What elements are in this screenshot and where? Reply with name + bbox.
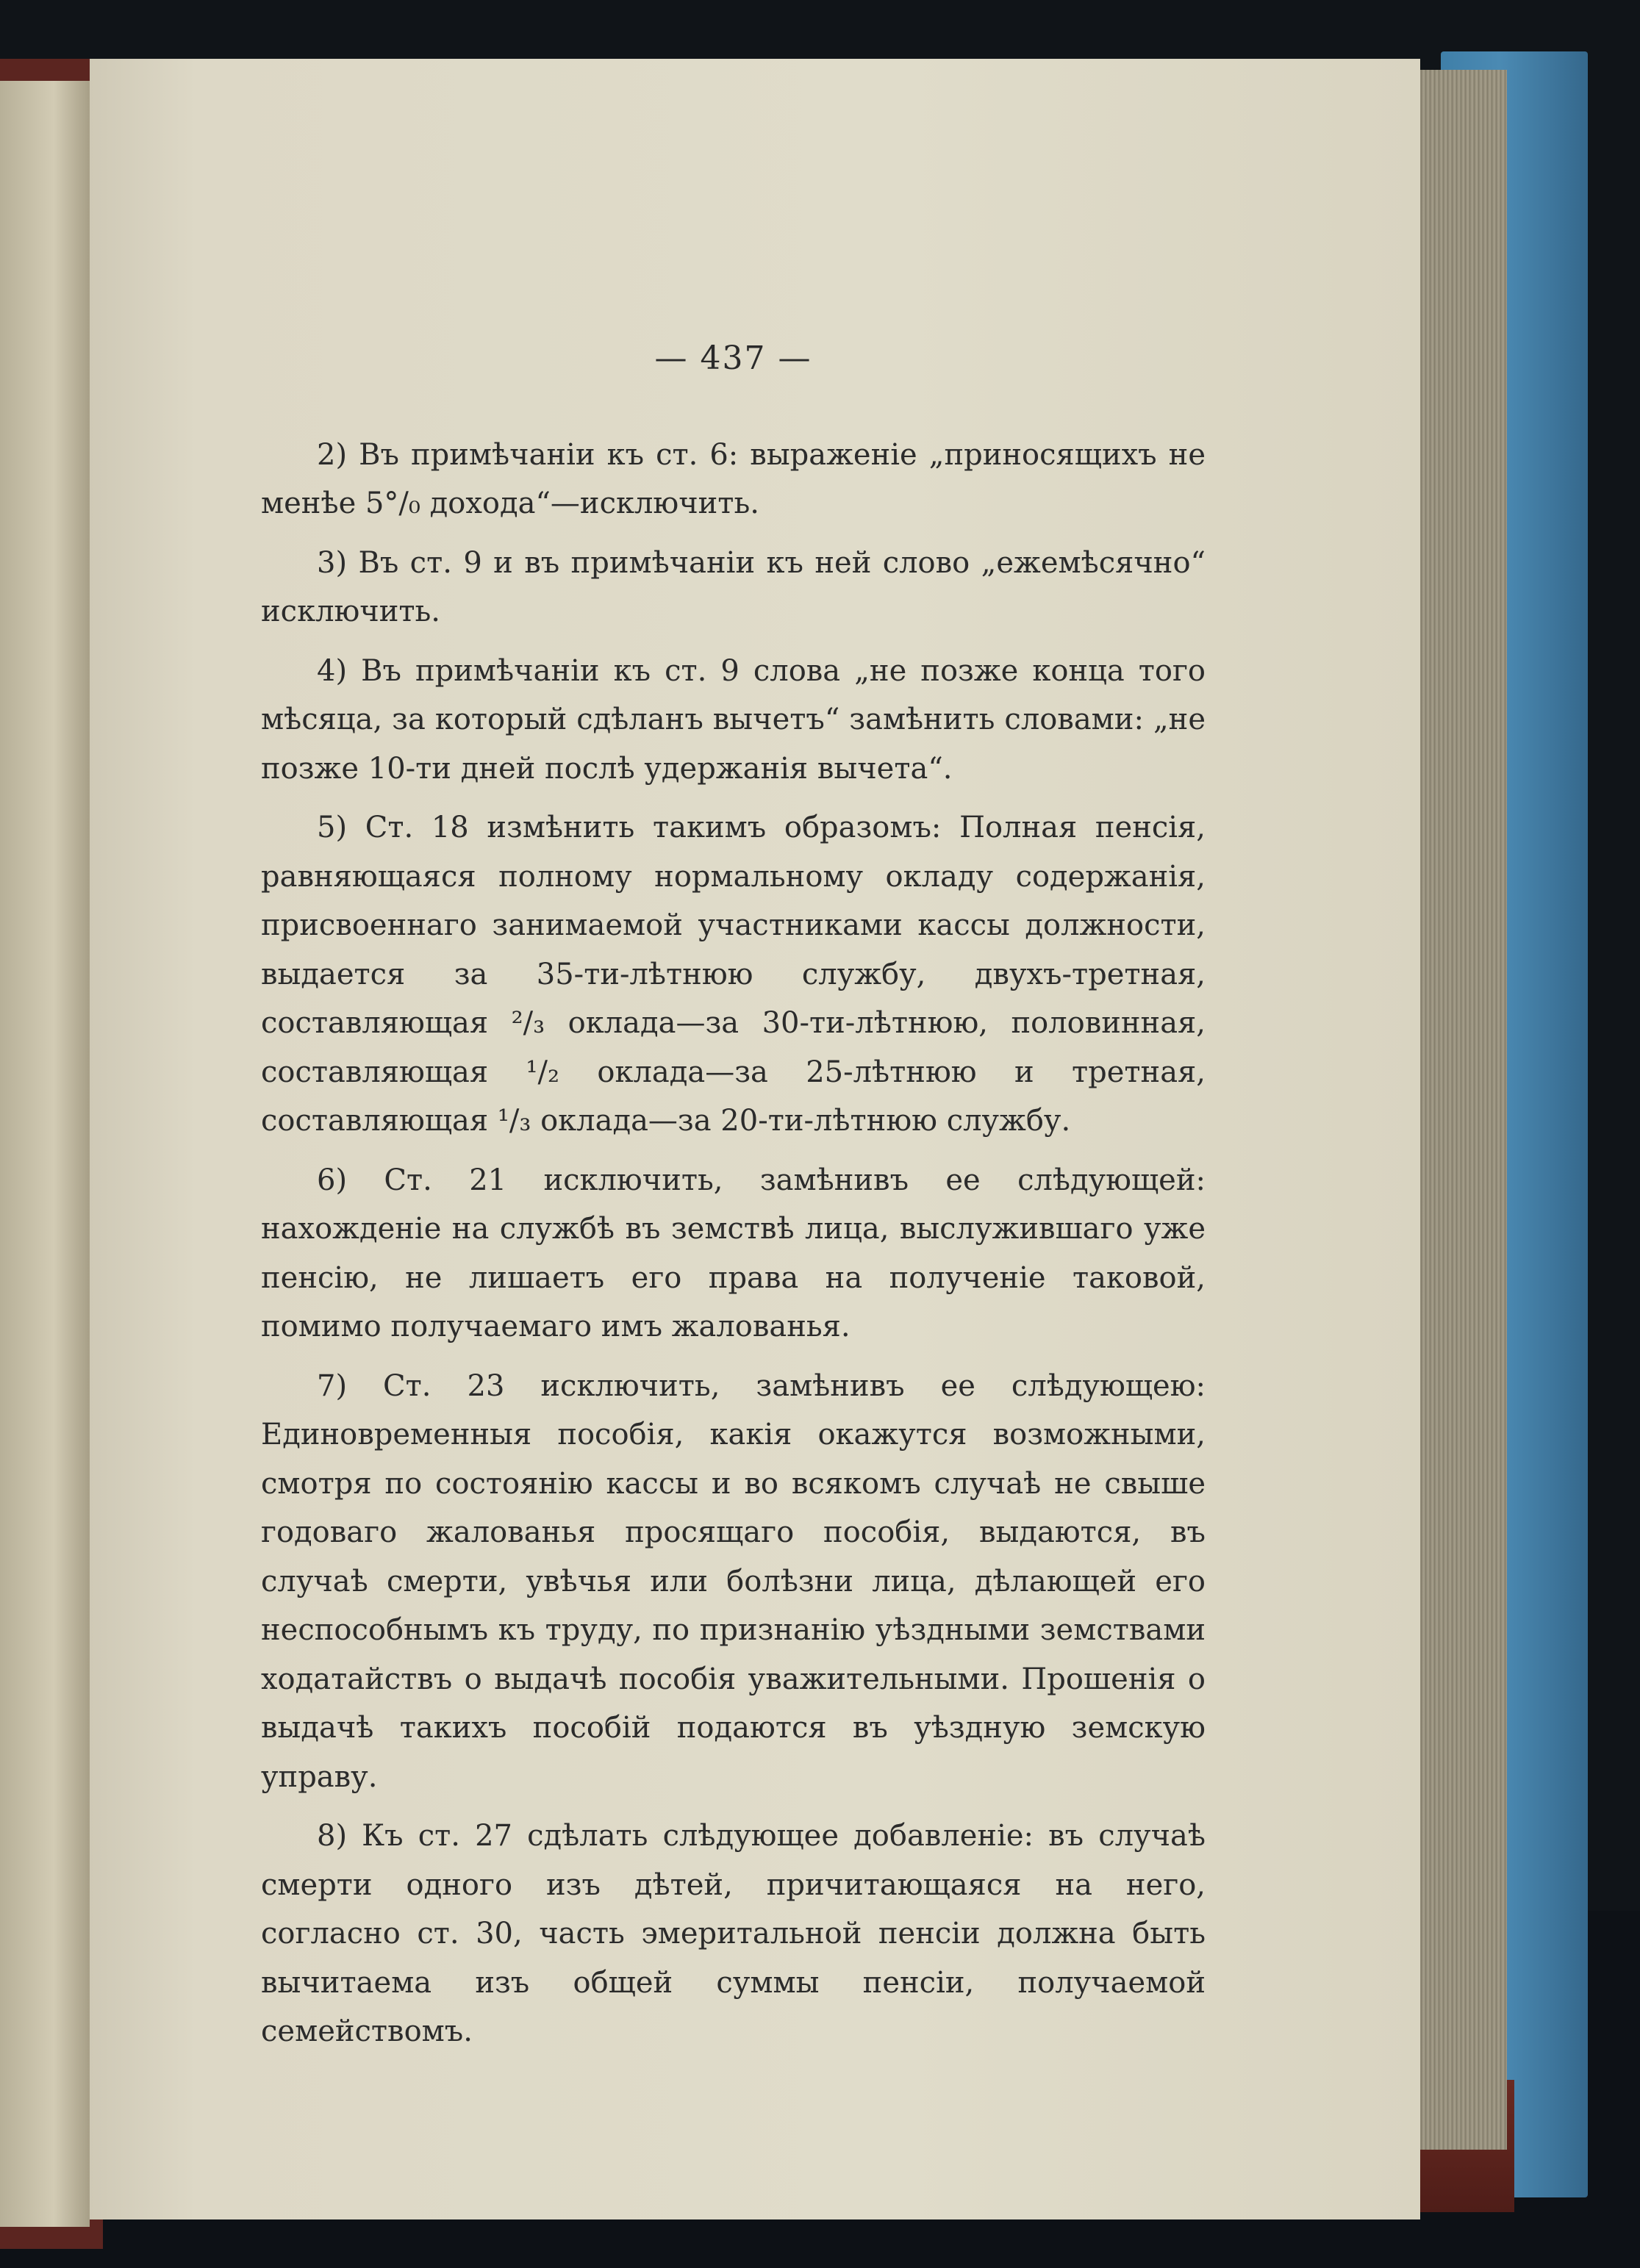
page-content <box>261 334 1206 2067</box>
paragraph-2: 2) Въ примѣчаніи къ ст. 6: выраженіе „приносящихъ не менѣе 5°/₀ дохода“—исключить. <box>261 437 1206 520</box>
paragraph-6: 6) Ст. 21 исключить, замѣнивъ ее слѣдующей: нахожденіе на службѣ въ земствѣ лица, выслужившаго уже пенсію, не лишаетъ его права на полученіе таковой, помимо получаемаго имъ жалованья. <box>261 1163 1206 1343</box>
paragraph-5: 5) Ст. 18 измѣнить такимъ образомъ: Полная пенсія, равняющаяся полному нормальному окладу содержанія, присвоеннаго занимаемой участниками кассы должности, выдается за 35-ти-лѣтнюю службу, двухъ-третная, составляющая ²/₃ оклада—за 30-ти-лѣтнюю, половинная, составляющая ¹/₂ оклада—за 25-лѣтнюю и третная, составляющая ¹/₃ оклада—за 20-ти-лѣтнюю службу. <box>261 811 1206 1138</box>
paragraph-3: 3) Въ ст. 9 и въ примѣчаніи къ ней слово „ежемѣсячно“ исключить. <box>261 545 1206 628</box>
paragraph-7: 7) Ст. 23 исключить, замѣнивъ ее слѣдующею: Единовременныя пособія, какія окажутся возможными, смотря по состоянію кассы и во всякомъ случаѣ не свыше годоваго жалованья просящаго пособія, выдаются, въ случаѣ смерти, увѣчья или болѣзни лица, дѣлающей его неспособнымъ къ труду, по признанію уѣздными земствами ходатайствъ о выдачѣ пособія уважительными. Прошенія о выдачѣ такихъ пособій подаются въ уѣздную земскую управу. <box>261 1368 1206 1794</box>
page-number: — 437 — <box>654 340 812 377</box>
left-page-edge <box>0 81 90 2227</box>
paragraph-8: 8) Къ ст. 27 сдѣлать слѣдующее добавленіе: въ случаѣ смерти одного изъ дѣтей, причитающаяся на него, согласно ст. 30, часть эмеритальной пенсіи должна быть вычитаема изъ общей суммы пенсіи, получаемой семействомъ. <box>261 1819 1206 2048</box>
paragraph-4: 4) Въ примѣчаніи къ ст. 9 слова „не позже конца того мѣсяца, за который сдѣланъ вычетъ“ замѣнить словами: „не позже 10-ти дней послѣ удержанія вычета“. <box>261 653 1206 786</box>
